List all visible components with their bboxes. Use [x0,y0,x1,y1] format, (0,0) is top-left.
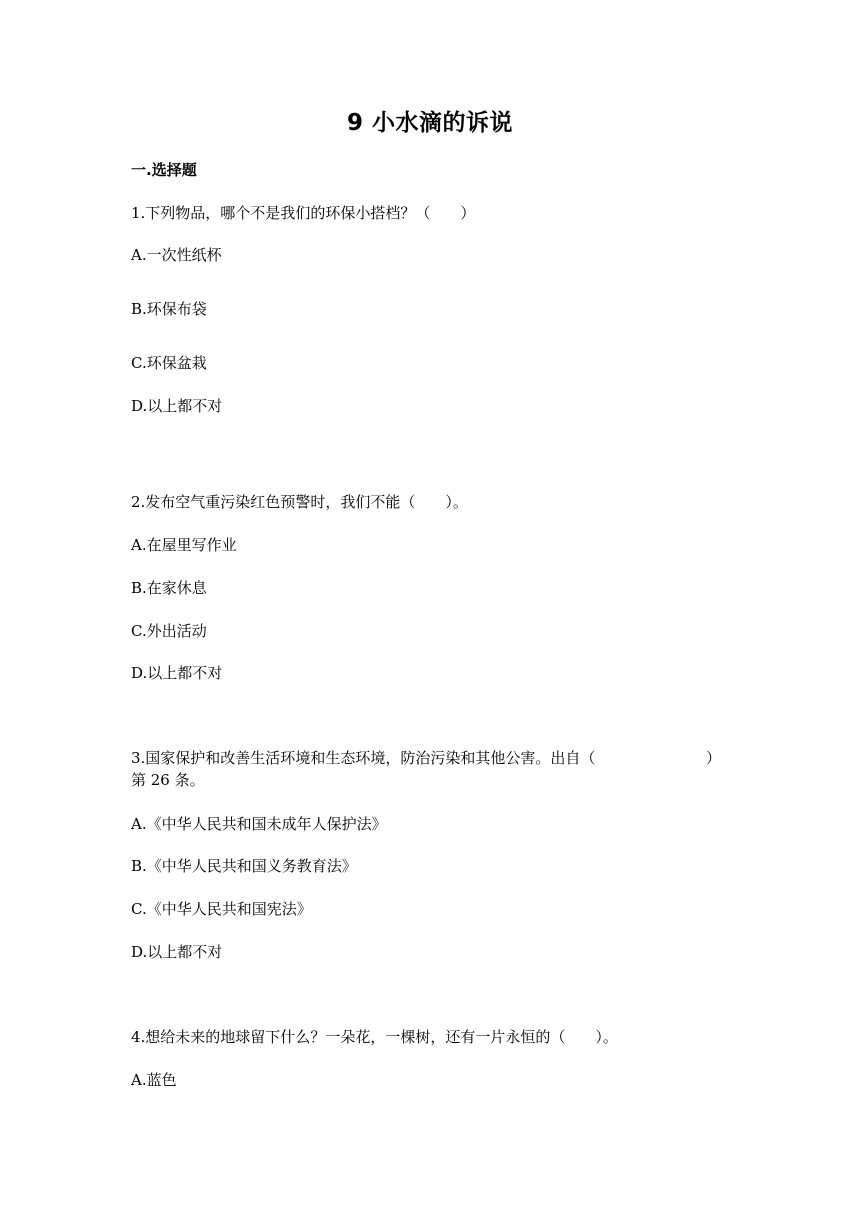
question-4-option-a: A.蓝色 [131,1071,177,1089]
question-2-option-a: A.在屋里写作业 [131,536,237,554]
question-3-stem-line-1-end: ） [705,749,721,767]
question-1-option-a: A.一次性纸杯 [131,246,222,264]
question-4-stem: 4.想给未来的地球留下什么？一朵花，一棵树，还有一片永恒的（ ）。 [131,1028,618,1046]
question-3-stem [131,747,721,791]
question-3-stem-line-1: 3.国家保护和改善生活环境和生态环境，防治污染和其他公害。出自（ [131,749,596,767]
question-3-stem-row [131,747,721,769]
question-2-stem: 2.发布空气重污染红色预警时，我们不能（ ）。 [131,493,468,511]
page-title: 9 小水滴的诉说 [346,110,513,136]
question-3-stem-line-2: 第 26 条。 [131,771,205,789]
question-1-option-b: B.环保布袋 [131,300,207,318]
question-1-stem: 1.下列物品，哪个不是我们的环保小搭档？（ ） [131,204,476,222]
question-1-option-c: C.环保盆栽 [131,354,207,372]
question-3-option-c: C.《中华人民共和国宪法》 [131,900,312,918]
question-3-option-a: A.《中华人民共和国未成年人保护法》 [131,815,387,833]
question-1-option-d: D.以上都不对 [131,397,223,415]
section-heading: 一.选择题 [131,161,197,179]
question-2-option-d: D.以上都不对 [131,664,223,682]
question-3-option-b: B.《中华人民共和国义务教育法》 [131,857,357,875]
question-2-option-c: C.外出活动 [131,622,207,640]
question-2-option-b: B.在家休息 [131,579,207,597]
question-3-option-d: D.以上都不对 [131,943,223,961]
